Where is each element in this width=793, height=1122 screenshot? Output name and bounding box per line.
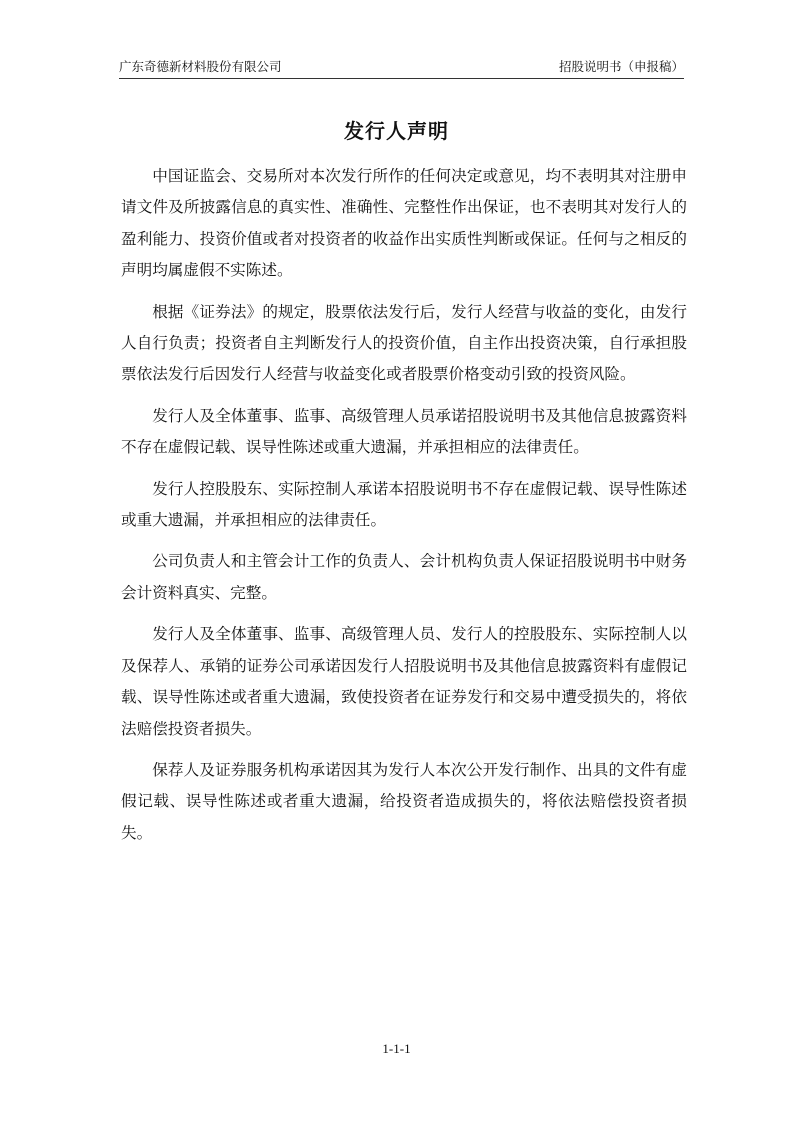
header-company-name: 广东奇德新材料股份有限公司: [119, 59, 282, 74]
paragraph-securities-law: 根据《证券法》的规定，股票依法发行后，发行人经营与收益的变化，由发行人自行负责；投资者自主判断发行人的投资价值，自主作出投资决策，自行承担股票依法发行后因发行人经营与收益变化或者股票价格变动引致的投资风险。: [121, 302, 687, 384]
page-title: 发行人声明: [344, 119, 449, 143]
paragraph-sponsor-commitment: 保荐人及证券服务机构承诺因其为发行人本次公开发行制作、出具的文件有虚假记载、误导性陈述或者重大遗漏，给投资者造成损失的，将依法赔偿投资者损失。: [121, 760, 687, 842]
statement-body: [121, 161, 687, 859]
paragraph-financial-guarantee: 公司负责人和主管会计工作的负责人、会计机构负责人保证招股说明书中财务会计资料真实、完整。: [121, 552, 687, 602]
header-document-type: 招股说明书（申报稿）: [558, 59, 684, 74]
paragraph-compensation-commitment: 发行人及全体董事、监事、高级管理人员、发行人的控股股东、实际控制人以及保荐人、承销的证券公司承诺因发行人招股说明书及其他信息披露资料有虚假记载、误导性陈述或者重大遗漏，致使投资者在证券发行和交易中遭受损失的，将依法赔偿投资者损失。: [121, 625, 687, 738]
paragraph-regulator-disclaimer: 中国证监会、交易所对本次发行所作的任何决定或意见，均不表明其对注册申请文件及所披露信息的真实性、准确性、完整性作出保证，也不表明其对发行人的盈利能力、投资价值或者对投资者的收益作出实质性判断或保证。任何与之相反的声明均属虚假不实陈述。: [121, 167, 687, 280]
paragraph-directors-commitment: 发行人及全体董事、监事、高级管理人员承诺招股说明书及其他信息披露资料不存在虚假记载、误导性陈述或重大遗漏，并承担相应的法律责任。: [121, 406, 687, 457]
page-header: [119, 56, 684, 79]
page-number: 1-1-1: [382, 1041, 411, 1056]
paragraph-controller-commitment: 发行人控股股东、实际控制人承诺本招股说明书不存在虚假记载、误导性陈述或重大遗漏，并承担相应的法律责任。: [121, 479, 687, 530]
